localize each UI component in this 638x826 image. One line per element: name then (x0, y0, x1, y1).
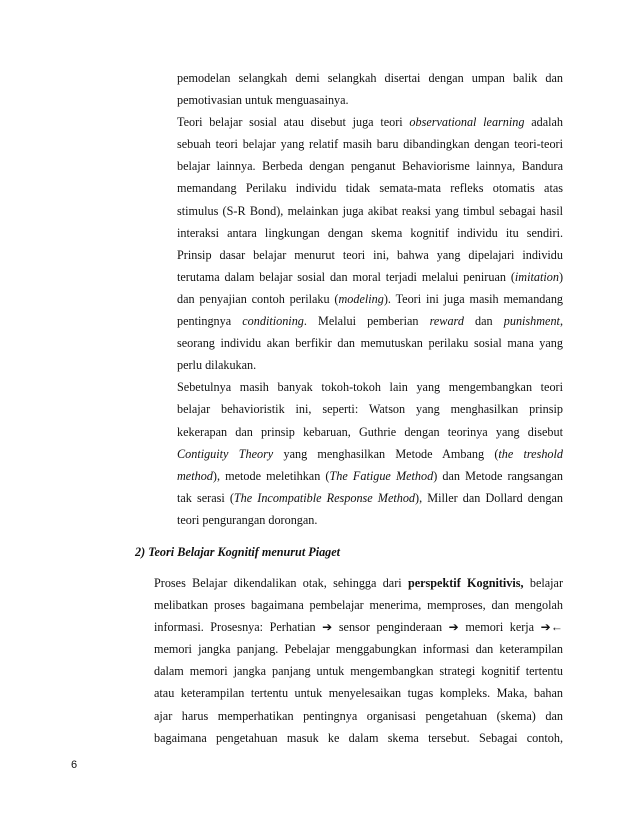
bold-term: perspektif Kognitivis, (407, 576, 524, 590)
text-line: dan penyajian contoh perilaku (modeling). Teori ini juga masih memandang (177, 291, 564, 306)
italic-term: The Fatigue Method (329, 468, 434, 483)
page-number: 6 (71, 759, 78, 771)
italic-term: The Incompatible Response Method (233, 490, 416, 505)
text-line: memori jangka panjang. Pebelajar menggabungkan informasi dan keterampilan (154, 642, 563, 657)
text-line: dalam memori jangka panjang untuk mengembangkan strategi kognitif tertentu (154, 664, 563, 679)
text-line: kekerapan dan prinsip kebaruan, Guthrie dengan teorinya yang disebut (177, 424, 563, 439)
text-line: Sebetulnya masih banyak tokoh-tokoh lain yang mengembangkan teori (177, 380, 563, 395)
text-line: pemodelan selangkah demi selangkah disertai dengan umpan balik dan (177, 71, 563, 85)
paragraphs-section-1 (177, 67, 563, 531)
italic-term: imitation (514, 269, 559, 284)
text-line: Prinsip dasar belajar menurut teori ini, bahwa yang dipelajari individu (177, 247, 563, 262)
text-line: melibatkan proses bagaimana pembelajar menerima, memproses, dan mengolah (154, 598, 563, 613)
text-line: interaksi antara lingkungan dengan skema kognitif individu itu sendiri. (177, 225, 563, 240)
text-line: pentingnya conditioning. Melalui pemberian reward dan punishment, (177, 314, 563, 329)
text-line: ajar harus memperhatikan pentingnya organisasi pengetahuan (skema) dan (154, 708, 563, 723)
italic-term: the treshold (498, 446, 563, 461)
italic-term: modeling (338, 291, 384, 306)
section-heading: 2) Teori Belajar Kognitif menurut Piaget (135, 545, 341, 559)
paragraph-section-2 (154, 572, 563, 749)
text-line: memandang Perilaku individu tidak semata-mata refleks otomatis atas (177, 181, 563, 196)
text-line: sebuah teori belajar yang relatif masih baru dibandingkan dengan teori-teori (177, 137, 563, 152)
italic-term: Contiguity Theory (177, 446, 274, 461)
text-line: seorang individu akan berfikir dan memutuskan perilaku sosial mana yang (177, 336, 563, 351)
text-line: stimulus (S-R Bond), melainkan juga akibat reaksi yang timbul sebagai hasil (177, 203, 563, 218)
text-line: Contiguity Theory yang menghasilkan Metode Ambang (the treshold (177, 446, 563, 461)
text-line: tak serasi (The Incompatible Response Method), Miller dan Dollard dengan (177, 490, 563, 505)
italic-term: conditioning (242, 314, 304, 329)
text-line: Proses Belajar dikendalikan otak, sehingga dari perspektif Kognitivis, belajar (154, 576, 564, 590)
text-line: perlu dilakukan. (177, 358, 257, 373)
text-line: atau keterampilan tertentu untuk menyelesaikan tugas kompleks. Maka, bahan (154, 686, 563, 701)
text-line: pemotivasian untuk menguasainya. (177, 93, 349, 108)
text-line: terutama dalam belajar sosial dan moral terjadi melalui peniruan (imitation) (177, 269, 563, 284)
text-line: method), metode meletihkan (The Fatigue Method) dan Metode rangsangan (177, 468, 564, 483)
italic-term: method (177, 468, 213, 483)
text-line: informasi. Prosesnya: Perhatian ➔ sensor penginderaan ➔ memori kerja ➔← (154, 620, 563, 635)
italic-term: reward (429, 314, 464, 329)
text-line: belajar lainnya. Berbeda dengan penganut Behaviorisme lainnya, Bandura (177, 159, 563, 174)
italic-term: punishment (503, 314, 560, 329)
text-line: belajar behavioristik ini, seperti: Watson yang menghasilkan prinsip (177, 402, 563, 417)
text-line: bagaimana pengetahuan masuk ke dalam skema tersebut. Sebagai contoh, (154, 730, 563, 745)
text-line: Teori belajar sosial atau disebut juga teori observational learning adalah (177, 115, 564, 130)
italic-term: observational learning (409, 115, 525, 130)
text-line: teori pengurangan dorongan. (177, 512, 318, 527)
